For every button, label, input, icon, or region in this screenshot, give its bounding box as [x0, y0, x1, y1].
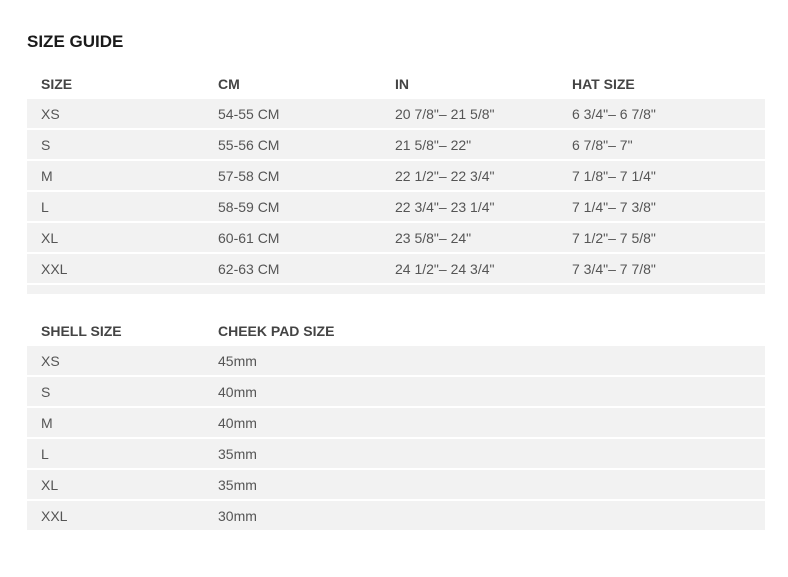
hat-size-cell: 7 1/2"– 7 5/8" — [572, 229, 656, 246]
cm-cell: 58-59 CM — [218, 198, 280, 215]
table-row — [27, 99, 765, 130]
size-cell: L — [41, 198, 49, 215]
size-table-header — [27, 68, 765, 99]
table-row — [27, 161, 765, 192]
size-cell: M — [41, 167, 53, 184]
cheek-pad-cell: 40mm — [218, 414, 257, 431]
table-row — [27, 377, 765, 408]
in-cell: 22 3/4"– 23 1/4" — [395, 198, 495, 215]
cm-cell: 60-61 CM — [218, 229, 280, 246]
cheek-pad-cell: 35mm — [218, 445, 257, 462]
cm-cell: 55-56 CM — [218, 136, 280, 153]
cm-cell: 62-63 CM — [218, 260, 280, 277]
size-guide-table — [27, 68, 765, 294]
cheek-pad-cell: 30mm — [218, 507, 257, 524]
hat-size-cell: 7 1/8"– 7 1/4" — [572, 167, 656, 184]
header-size: SIZE — [41, 75, 73, 92]
cheek-pad-cell: 45mm — [218, 352, 257, 369]
hat-size-cell: 7 1/4"– 7 3/8" — [572, 198, 656, 215]
table-row — [27, 130, 765, 161]
header-hat-size: HAT SIZE — [572, 75, 635, 92]
in-cell: 23 5/8"– 24" — [395, 229, 472, 246]
shell-size-cell: XS — [41, 352, 60, 369]
table-row — [27, 470, 765, 501]
cm-cell: 54-55 CM — [218, 105, 280, 122]
shell-size-cell: XL — [41, 476, 59, 493]
empty-table-row — [27, 285, 765, 294]
size-cell: S — [41, 136, 51, 153]
shell-size-cell: M — [41, 414, 53, 431]
table-row — [27, 223, 765, 254]
header-in: IN — [395, 75, 409, 92]
size-cell: XS — [41, 105, 60, 122]
size-cell: XL — [41, 229, 59, 246]
cheek-pad-cell: 40mm — [218, 383, 257, 400]
in-cell: 21 5/8"– 22" — [395, 136, 472, 153]
hat-size-cell: 6 7/8"– 7" — [572, 136, 633, 153]
in-cell: 24 1/2"– 24 3/4" — [395, 260, 495, 277]
shell-size-cell: S — [41, 383, 51, 400]
shell-table-header — [27, 315, 765, 346]
cm-cell: 57-58 CM — [218, 167, 280, 184]
header-cm: CM — [218, 75, 240, 92]
shell-size-cell: L — [41, 445, 49, 462]
table-row — [27, 192, 765, 223]
header-shell-size: SHELL SIZE — [41, 322, 122, 339]
cheek-pad-cell: 35mm — [218, 476, 257, 493]
header-cheek-pad-size: CHEEK PAD SIZE — [218, 322, 335, 339]
hat-size-cell: 7 3/4"– 7 7/8" — [572, 260, 656, 277]
in-cell: 20 7/8"– 21 5/8" — [395, 105, 495, 122]
table-row — [27, 254, 765, 285]
table-row — [27, 408, 765, 439]
size-cell: XXL — [41, 260, 68, 277]
shell-size-cell: XXL — [41, 507, 68, 524]
in-cell: 22 1/2"– 22 3/4" — [395, 167, 495, 184]
table-row — [27, 346, 765, 377]
table-row — [27, 501, 765, 532]
table-row — [27, 439, 765, 470]
hat-size-cell: 6 3/4"– 6 7/8" — [572, 105, 656, 122]
shell-size-table — [27, 315, 765, 532]
page-title: SIZE GUIDE — [27, 32, 124, 51]
